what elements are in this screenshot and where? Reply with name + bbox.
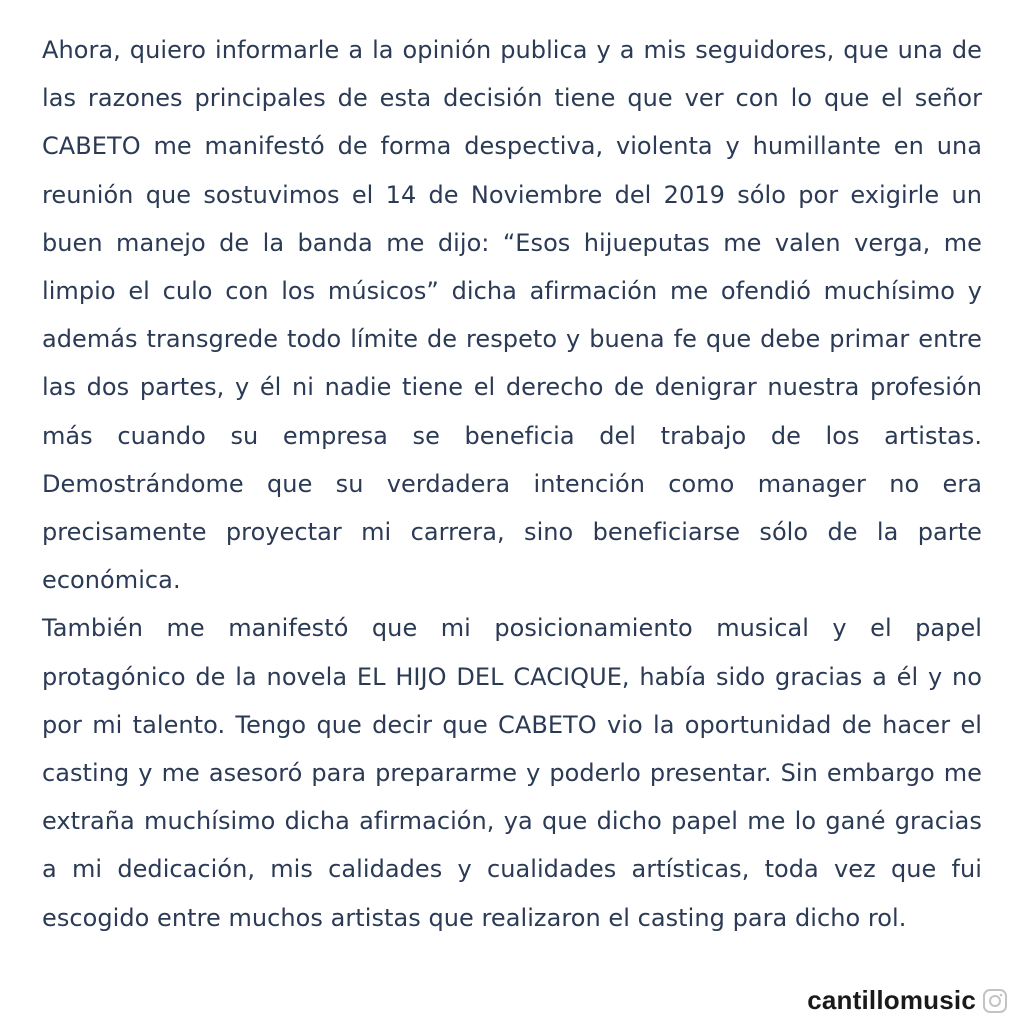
paragraph-1: Ahora, quiero informarle a la opinión publica y a mis seguidores, que una de las razones principales de esta decisión tiene que ver con lo que el señor CABETO me manifestó de forma despectiva, violenta y humillante en una reunión que sostuvimos el 14 de Noviembre del 2019 sólo por exigirle un buen manejo de la banda me dijo: “Esos hijueputas me valen verga, me limpio el culo con los músicos” dicha afirmación me ofendió muchísimo y además transgrede todo límite de respeto y buena fe que debe primar entre las dos partes, y él ni nadie tiene el derecho de denigrar nuestra profesión más cuando su empresa se beneficia del trabajo de los artistas. Demostrándome que su verdadera intención como manager no era precisamente proyectar mi carrera, sino beneficiarse sólo de la parte económica. <box>42 36 982 595</box>
paragraph-2: También me manifestó que mi posicionamiento musical y el papel protagónico de la novela EL HIJO DEL CACIQUE, había sido gracias a él y no por mi talento. Tengo que decir que CABETO vio la oportunidad de hacer el casting y me asesoró para prepararme y poderlo presentar. Sin embargo me extraña muchísimo dicha afirmación, ya que dicho papel me lo gané gracias a mi dedicación, mis calidades y cualidades artísticas, toda vez que fui escogido entre muchos artistas que realizaron el casting para dicho rol. <box>42 614 982 932</box>
instagram-icon <box>982 988 1008 1014</box>
watermark-text: cantillomusic <box>807 985 976 1015</box>
statement-body <box>42 26 982 942</box>
watermark <box>807 985 1008 1016</box>
